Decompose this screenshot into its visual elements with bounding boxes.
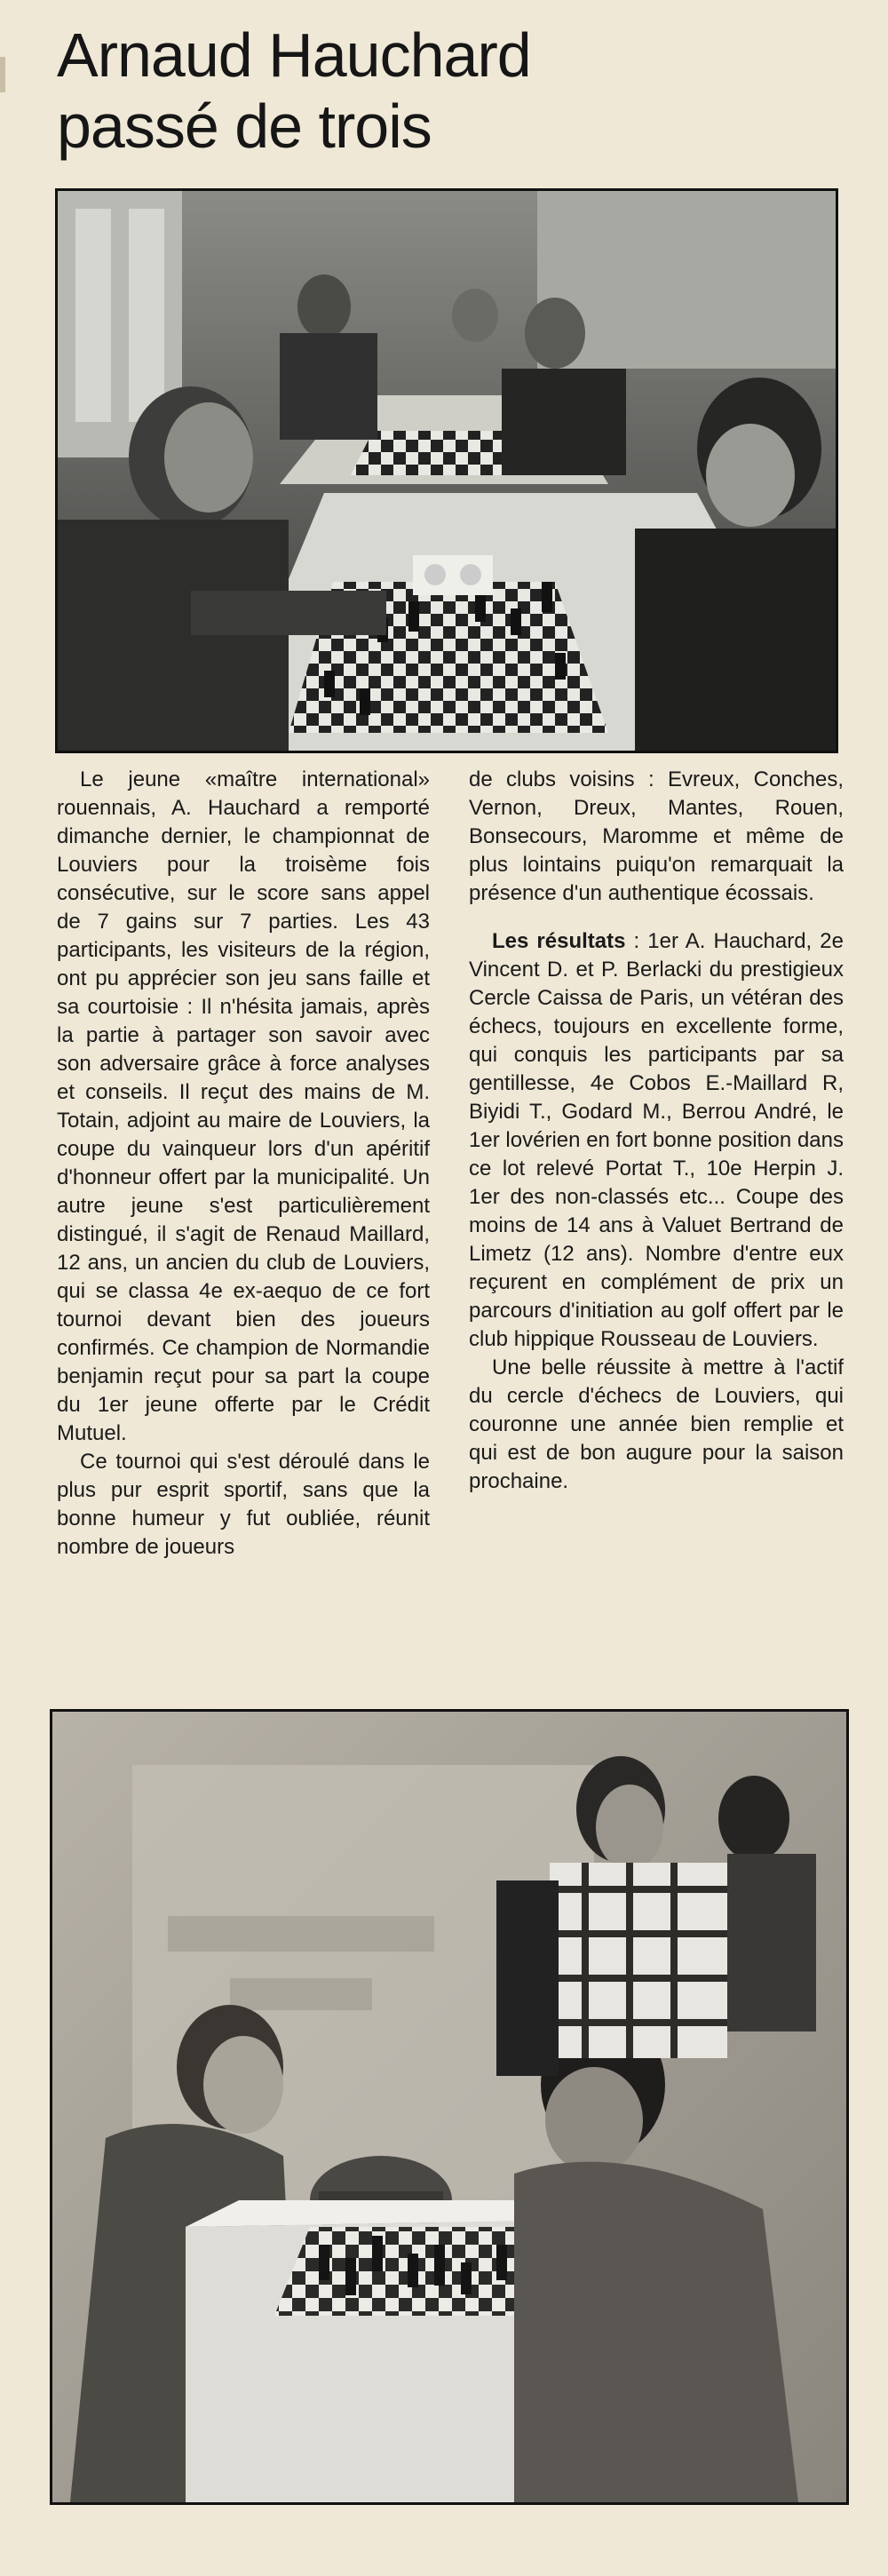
results-text: : 1er A. Hauchard, 2e Vincent D. et P. Berlacki du prestigieux Cercle Caissa de Paris, un vétéran des échecs, toujours en excellente forme, qui conquis les participants par sa gentillesse, 4e Cobos E.-Maillard R, Biyidi T., Godard M., Berrou André, le 1er lovérien en fort bonne position dans ce lot relevé Portat T., 10e Herpin J. 1er des non-classés etc... Coupe des moins de 14 ans à Valuet Bertrand de Limetz (12 ans). Nombre d'entre eux reçurent en complément de prix un parcours d'initiation au golf offert par le club hippique Rousseau de Louviers. <box>469 929 844 1351</box>
top-photo-image <box>58 191 836 751</box>
results-label: Les résultats <box>492 929 626 953</box>
headline-line-2: passé de trois <box>57 91 432 161</box>
article-headline <box>57 20 590 162</box>
results-paragraph <box>469 927 844 1354</box>
paragraph: Une belle réussite à mettre à l'actif du cercle d'échecs de Louviers, qui couronne une année bien remplie et qui est de bon augure pour la saison prochaine. <box>469 1356 844 1493</box>
bottom-photo-image <box>52 1712 846 2502</box>
paragraph: Le jeune «maître international» rouennais, A. Hauchard a remporté dimanche dernier, le championnat de Louviers pour la troisème fois consécutive, sur le score sans appel de 7 gains sur 7 parties. Les 43 participants, les visiteurs de la région, ont pu apprécier son jeu sans faille et sa courtoisie : Il n'hésita jamais, après la partie à partager son savoir avec son adversaire grâce à force analyses et conseils. Il reçut des mains de M. Totain, adjoint au maire de Louviers, la coupe du vainqueur lors d'un apéritif d'honneur offert par la municipalité. Un autre jeune s'est particulièrement distingué, il s'agit de Renaud Maillard, 12 ans, un ancien du club de Louviers, qui se classa 4e ex-aequo de ce fort tournoi devant bien des joueurs confirmés. Ce champion de Normandie benjamin reçut pour sa part la coupe du 1er jeune offerte par le Crédit Mutuel. <box>57 767 430 1445</box>
bottom-photo <box>50 1709 849 2505</box>
headline-line-1: Arnaud Hauchard <box>57 20 531 90</box>
paragraph: Ce tournoi qui s'est déroulé dans le plus pur esprit sportif, sans que la bonne humeur y fut oubliée, réunit nombre de joueurs <box>57 1450 430 1559</box>
article-column-right <box>469 766 844 1496</box>
paragraph: de clubs voisins : Evreux, Conches, Vernon, Dreux, Mantes, Rouen, Bonsecours, Maromme et même de plus lointains puiqu'on remarquait la présence d'un authentique écossais. <box>469 767 844 905</box>
top-photo <box>55 188 838 753</box>
page-edge-mark <box>0 57 5 92</box>
article-column-left <box>57 766 430 1562</box>
